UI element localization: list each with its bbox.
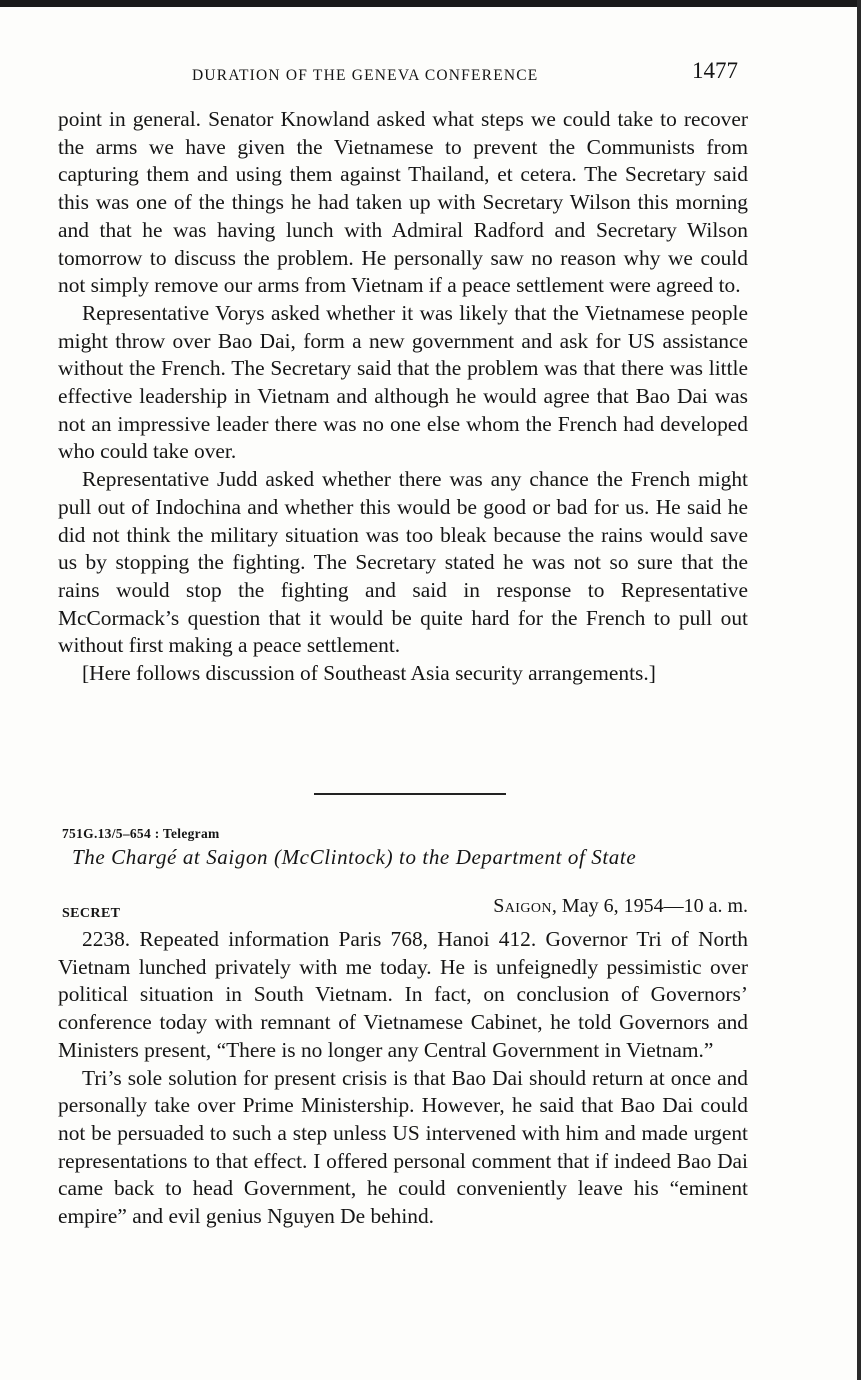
scan-right-edge (857, 0, 861, 1380)
section-divider (314, 793, 506, 795)
running-head (58, 58, 748, 88)
section-continuation (58, 106, 748, 688)
classification-marking: SECRET (62, 906, 121, 921)
editorial-note: [Here follows discussion of Southeast Asia security arrangements.] (82, 661, 656, 686)
dateline-place: Saigon (493, 895, 552, 917)
heading-name: McClintock (281, 845, 386, 869)
dateline-date: , May 6, 1954—10 a. m. (551, 895, 748, 917)
paragraph-2238: 2238. Repeated information Paris 768, Hanoi 412. Governor Tri of North Vietnam lunched privately with me today. He is unfeignedly pessimistic over political situation in South Vietnam. In fact, on conclusion of Governors’ conference today with remnant of Vietnamese Cabinet, he told Governors and Ministers present, “There is no longer any Central Government in Vietnam.” (58, 927, 748, 1062)
dateline (493, 895, 748, 918)
heading-post: ) to the Department of State (385, 845, 637, 869)
file-reference: 751G.13/5–654 : Telegram (62, 826, 220, 841)
scan-top-border (0, 0, 861, 7)
telegram-body (58, 926, 748, 1231)
document-heading (72, 845, 752, 870)
running-title: DURATION OF THE GENEVA CONFERENCE (192, 67, 539, 84)
page-number: 1477 (692, 58, 738, 83)
heading-pre: The Chargé at Saigon ( (72, 845, 282, 869)
paragraph-tri-solution: Tri’s sole solution for present crisis is that Bao Dai should return at once and personally take over Prime Ministership. However, he said that Bao Dai could not be persuaded to such a step unless US intervened with him and made urgent representations to that effect. I offered personal comment that if indeed Bao Dai came back to head Government, he could conveniently leave his “eminent empire” and evil genius Nguyen De behind. (58, 1065, 748, 1229)
paragraph-judd: Representative Judd asked whether there was any chance the French might pull out of Indochina and whether this would be good or bad for us. He said he did not think the military situation was too bleak because the rains would save us by stopping the fighting. The Secretary stated he was not so sure that the rains would stop the fighting and said in response to Representative McCormack’s question that it would be quite hard for the French to pull out without first making a peace settlement. (58, 467, 748, 658)
paragraph-knowland: point in general. Senator Knowland asked what steps we could take to recover the arms we have given the Vietnamese to prevent the Communists from capturing them and using them against Thailand, et cetera. The Secretary said this was one of the things he had taken up with Secretary Wilson this morning and that he was having lunch with Admiral Radford and Secretary Wilson tomorrow to discuss the problem. He personally saw no reason why we could not simply remove our arms from Vietnam if a peace settlement were agreed to. (58, 107, 748, 298)
paragraph-vorys: Representative Vorys asked whether it was likely that the Vietnamese people might throw over Bao Dai, form a new government and ask for US assistance without the French. The Secretary said that the problem was that there was little effective leadership in Vietnam and although he would agree that Bao Dai was not an impressive leader there was no one else whom the French had developed who could take over. (58, 300, 748, 464)
